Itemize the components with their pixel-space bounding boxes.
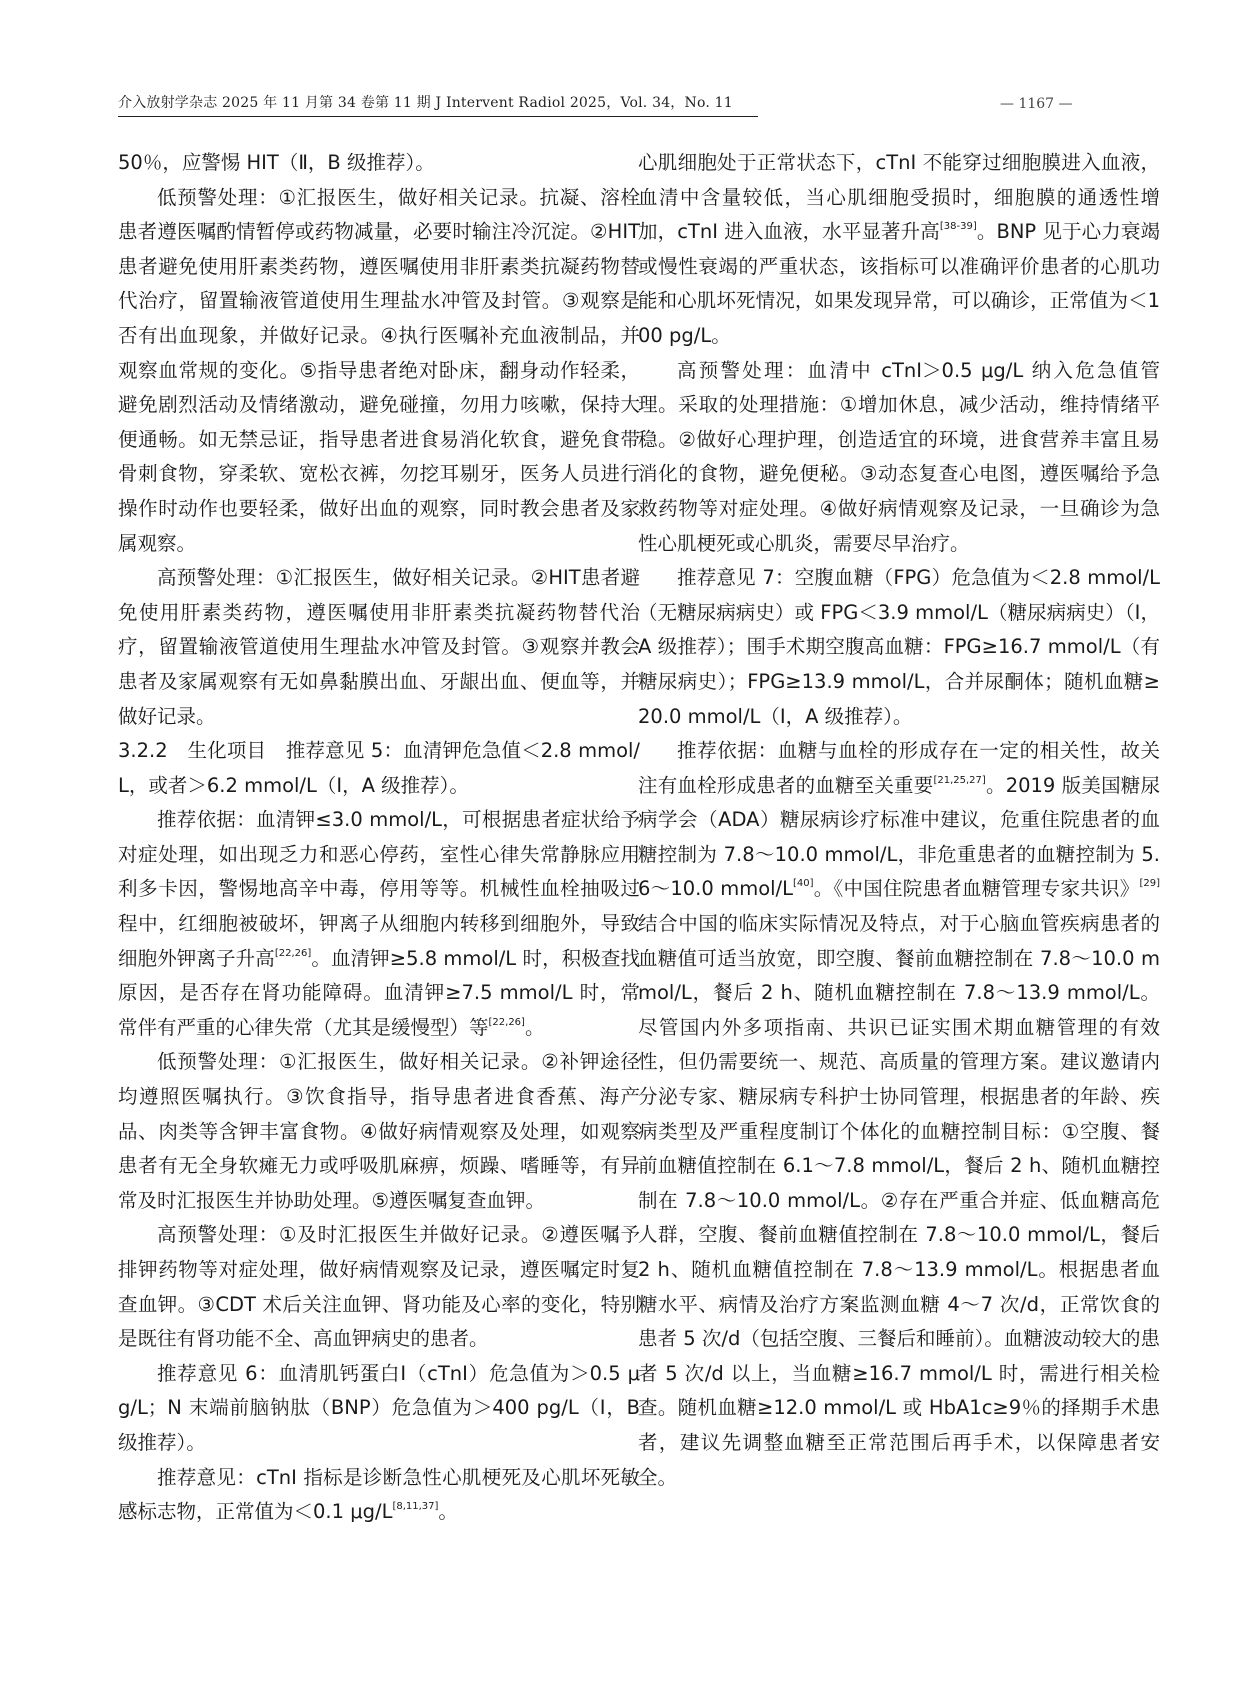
paragraph: 低预警处理：①汇报医生，做好相关记录。②补钾途径均遵照医嘱执行。③饮食指导，指导患者进食香蕉、海产品、肉类等含钾丰富食物。④做好病情观察及处理，如观察患者有无全身软瘫无力或呼吸肌麻痹，烦躁、嗜睡等，有异常及时汇报医生并协助处理。⑤遵医嘱复查血钾。 [118,1050,640,1212]
paragraph-text: 。2019 版美国糖尿病学会（ADA）糖尿病诊疗标准中建议，危重住院患者的血糖控制为 7.8～10.0 mmol/L，非危重患者的血糖控制为 5.6～10.0 mmol/L [638,773,1160,901]
section-heading-paragraph: 3.2.2 生化项目 推荐意见 5：血清钾危急值＜2.8 mmol/L，或者＞6.2 mmol/L（Ⅰ，A 级推荐）。 [118,739,640,797]
paragraph [638,146,1160,354]
paragraph [118,803,640,1045]
citation: [22,26] [274,947,312,959]
paragraph: 高预警处理：①汇报医生，做好相关记录。②HIT患者避免使用肝素类药物，遵医嘱使用非肝素类抗凝药物替代治疗，留置输液管道使用生理盐水冲管及封管。③观察并教会患者及家属观察有无如鼻黏膜出血、牙龈出血、便血等，并做好记录。 [118,566,640,728]
paragraph: 高预警处理：血清中 cTnI＞0.5 μg/L 纳入危急值管理。采取的处理措施：①增加休息，减少活动，维持情绪平稳。②做好心理护理，创造适宜的环境，进食营养丰富且易消化的食物，避免便秘。③动态复查心电图，遵医嘱给予急救药物等对症处理。④做好病情观察及记录，一旦确诊为急性心肌梗死或心肌炎，需要尽早治疗。 [638,358,1160,555]
paragraph: 推荐意见 7：空腹血糖（FPG）危急值为＜2.8 mmol/L（无糖尿病病史）或 FPG＜3.9 mmol/L（糖尿病病史）（Ⅰ，A 级推荐）；围手术期空腹高血糖：FPG≥16.7 mmol/L（有糖尿病史）；FPG≥13.9 mmol/L，合并尿酮体；随机血糖≥20.0 mmol/L（Ⅰ，A 级推荐）。 [638,566,1160,728]
paragraph-text: 推荐依据：血糖与血栓的形成存在一定的相关性，故关注有血栓形成患者的血糖至关重要 [638,739,1160,797]
paragraph-text: 。《中国住院患者血糖管理专家共识》 [813,877,1140,901]
page-number: — 1167 — [1000,96,1073,112]
paragraph-text: 。血清钾≥5.8 mmol/L 时，积极查找原因，是否存在肾功能障碍。血清钾≥7.5 mmol/L 时，常常伴有严重的心律失常（尤其是缓慢型）等 [118,946,640,1039]
paragraph: 高预警处理：①及时汇报医生并做好记录。②遵医嘱予排钾药物等对症处理，做好病情观察及记录，遵医嘱定时复查血钾。③CDT 术后关注血钾、肾功能及心率的变化，特别是既往有肾功能不全、高血钾病史的患者。 [118,1223,640,1351]
paragraph [118,1461,640,1530]
paragraph-text: 推荐依据：血清钾≤3.0 mmol/L，可根据患者症状给予对症处理，如出现乏力和恶心停药，室性心律失常静脉应用利多卡因，警惕地高辛中毒，停用等等。机械性血栓抽吸过程中，红细胞被破坏，钾离子从细胞内转移到细胞外，导致细胞外钾离子升高 [118,808,640,970]
paragraph: 推荐意见 6：血清肌钙蛋白Ⅰ（cTnI）危急值为＞0.5 μg/L；N 末端前脑钠肽（BNP）危急值为＞400 pg/L（Ⅰ，B 级推荐）。 [118,1361,640,1454]
paragraph: 低预警处理：①汇报医生，做好相关记录。抗凝、溶栓患者遵医嘱酌情暂停或药物减量，必要时输注冷沉淀。②HIT 患者避免使用肝素类药物，遵医嘱使用非肝素类抗凝药物替代治疗，留置输液管道使用生理盐水冲管及封管。③观察是否有出血现象，并做好记录。④执行医嘱补充血液制品，并观察血常规的变化。⑤指导患者绝对卧床，翻身动作轻柔，避免剧烈活动及情绪激动，避免碰撞，勿用力咳嗽，保持大便通畅。如无禁忌证，指导患者进食易消化软食，避免食带骨刺食物，穿柔软、宽松衣裤，勿挖耳剔牙，医务人员进行操作时动作也要轻柔，做好出血的观察，同时教会患者及家属观察。 [118,185,640,555]
paragraph-text: 。 [438,1500,458,1524]
citation: [21,25,27] [933,774,986,786]
citation: [29] [1139,878,1160,890]
paragraph-text: 结合中国的临床实际情况及特点，对于心脑血管疾病患者的血糖值可适当放宽，即空腹、餐前血糖控制在 7.8～10.0 mmol/L，餐后 2 h、随机血糖控制在 7.8～13.9 mmol/L。尽管国内外多项指南、共识已证实围术期血糖管理的有效性，但仍需要统一、规范、高质量的管理方案。建议邀请内分泌专家、糖尿病专科护士协同管理，根据患者的年龄、疾病类型及严重程度制订个体化的血糖控制目标：①空腹、餐前血糖值控制在 6.1～7.8 mmol/L，餐后 2 h、随机血糖控制在 7.8～10.0 mmol/L。②存在严重合并症、低血糖高危人群，空腹、餐前血糖值控制在 7.8～10.0 mmol/L，餐后 2 h、随机血糖值控制在 7.8～13.9 mmol/L。根据患者血糖水平、病情及治疗方案监测血糖 4～7 次/d，正常饮食的患者 5 次/d（包括空腹、三餐后和睡前）。血糖波动较大的患者 5 次/d 以上，当血糖≥16.7 mmol/L 时，需进行相关检查。随机血糖≥12.0 mmol/L 或 HbA1c≥9％的择期手术患者，建议先调整血糖至正常范围后再手术，以保障患者安全。 [638,912,1160,1489]
citation: [38-39] [939,221,977,233]
paragraph: 50％，应警惕 HIT（Ⅱ，B 级推荐）。 [118,151,435,174]
right-column [638,146,1160,1666]
paragraph-text: 推荐意见：cTnI 指标是诊断急性心肌梗死及心肌坏死敏感标志物，正常值为＜0.1 μg/L [118,1465,640,1524]
paragraph [638,734,1160,1495]
citation: [8,11,37] [392,1501,439,1513]
citation: [22,26] [488,1016,525,1028]
paragraph-text: 。BNP 见于心力衰竭或慢性衰竭的严重状态，该指标可以准确评价患者的心肌功能和心肌坏死情况，如果发现异常，可以确诊，正常值为＜100 pg/L。 [638,220,1160,347]
paragraph-text: 。 [524,1015,545,1039]
left-column [118,146,640,1666]
citation: [40] [793,878,814,890]
running-header: 介入放射学杂志 2025 年 11 月第 34 卷第 11 期 J Intervent Radiol 2025，Vol. 34，No. 11 [118,92,758,117]
paragraph-text: 心肌细胞处于正常状态下，cTnI 不能穿过细胞膜进入血液，血清中含量较低，当心肌细胞受损时，细胞膜的通透性增加，cTnI 进入血液，水平显著升高 [638,151,1160,244]
